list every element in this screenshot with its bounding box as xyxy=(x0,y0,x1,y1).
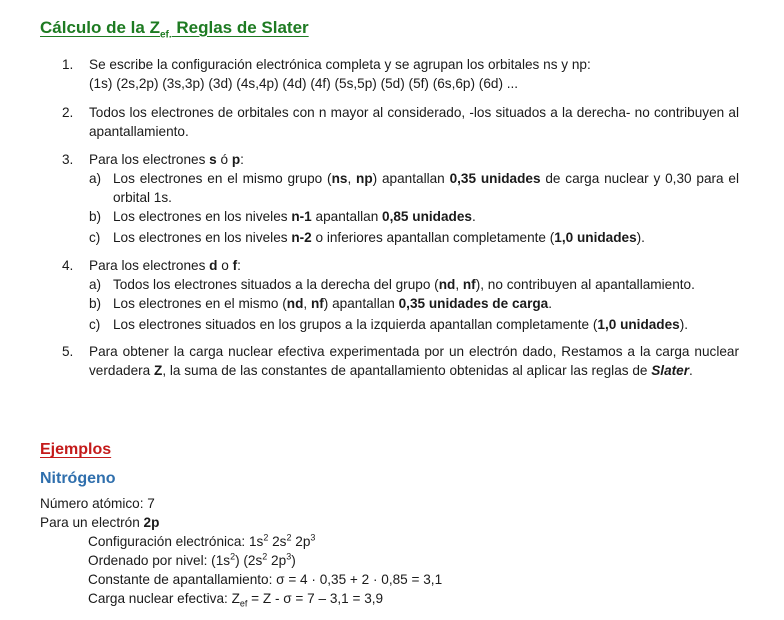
rule-4c-letter: c) xyxy=(89,317,101,332)
rule-4a-text: Todos los electrones situados a la derecha del grupo (nd, nf), no contribuyen al apantallamiento. xyxy=(113,277,695,292)
examples-heading: Ejemplos xyxy=(40,441,112,458)
rule-2-text: Todos los electrones de orbitales con n mayor al considerado, -los situados a la derecha- no contribuyen al apantallamiento. xyxy=(89,105,739,139)
rule-4a-letter: a) xyxy=(89,277,102,292)
rule-3-number: 3. xyxy=(62,152,74,167)
example-element-name: Nitrógeno xyxy=(40,470,116,487)
electron-selection: Para un electrón 2p xyxy=(40,515,160,530)
rule-1-orbital-groups: (1s) (2s,2p) (3s,3p) (3d) (4s,4p) (4d) (4f) (5s,5p) (5d) (5f) (6s,6p) (6d) ... xyxy=(89,76,519,91)
rule-1-text: Se escribe la configuración electrónica completa y se agrupan los orbitales ns y np: xyxy=(89,57,591,72)
rule-3a-letter: a) xyxy=(89,171,102,186)
rule-3-intro: Para los electrones s ó p: xyxy=(89,152,244,167)
rule-5-text: Para obtener la carga nuclear efectiva experimentada por un electrón dado, Restamos a la carga nuclear verdadera Z, la suma de las constantes de apantallamiento obtenidas al aplicar las reglas de Slater. xyxy=(89,344,739,378)
rule-4-number: 4. xyxy=(62,258,74,273)
rule-5-number: 5. xyxy=(62,344,74,359)
rule-4c-text: Los electrones situados en los grupos a la izquierda apantallan completamente (1,0 unidades). xyxy=(113,317,689,332)
rule-3a-text: Los electrones en el mismo grupo (ns, np) apantallan 0,35 unidades de carga nuclear y 0,30 para el orbital 1s. xyxy=(113,171,739,205)
rule-3c-letter: c) xyxy=(89,230,101,245)
shielding-constant: Constante de apantallamiento: σ = 4 · 0,35 + 2 · 0,85 = 3,1 xyxy=(88,572,443,587)
atomic-number: Número atómico: 7 xyxy=(40,496,155,511)
electron-configuration: Configuración electrónica: $1s^2$ $2s^2$ $2p^3$ xyxy=(88,532,316,549)
rule-1-number: 1. xyxy=(62,57,74,72)
effective-nuclear-charge: Carga nuclear efectiva: $Z_{ef} = Z - \sigma = 7 - 3,1 = 3,9$ xyxy=(88,591,384,609)
rule-2-number: 2. xyxy=(62,105,74,120)
rule-4-intro: Para los electrones d o f: xyxy=(89,258,241,273)
rule-4b-text: Los electrones en el mismo (nd, nf) apantallan 0,35 unidades de carga. xyxy=(113,296,553,311)
rule-3c-text: Los electrones en los niveles n-2 o inferiores apantallan completamente (1,0 unidades). xyxy=(113,230,645,245)
rule-3b-text: Los electrones en los niveles n-1 apantallan 0,85 unidades. xyxy=(113,209,476,224)
page-title: Cálculo de la $Z_{ef.}$ Reglas de Slater xyxy=(40,18,309,41)
rule-3b-letter: b) xyxy=(89,209,102,224)
ordered-configuration: Ordenado por nivel: $(1s^2)$ ($2s^2$ $2p^3$) xyxy=(88,551,296,568)
rule-4b-letter: b) xyxy=(89,296,102,311)
